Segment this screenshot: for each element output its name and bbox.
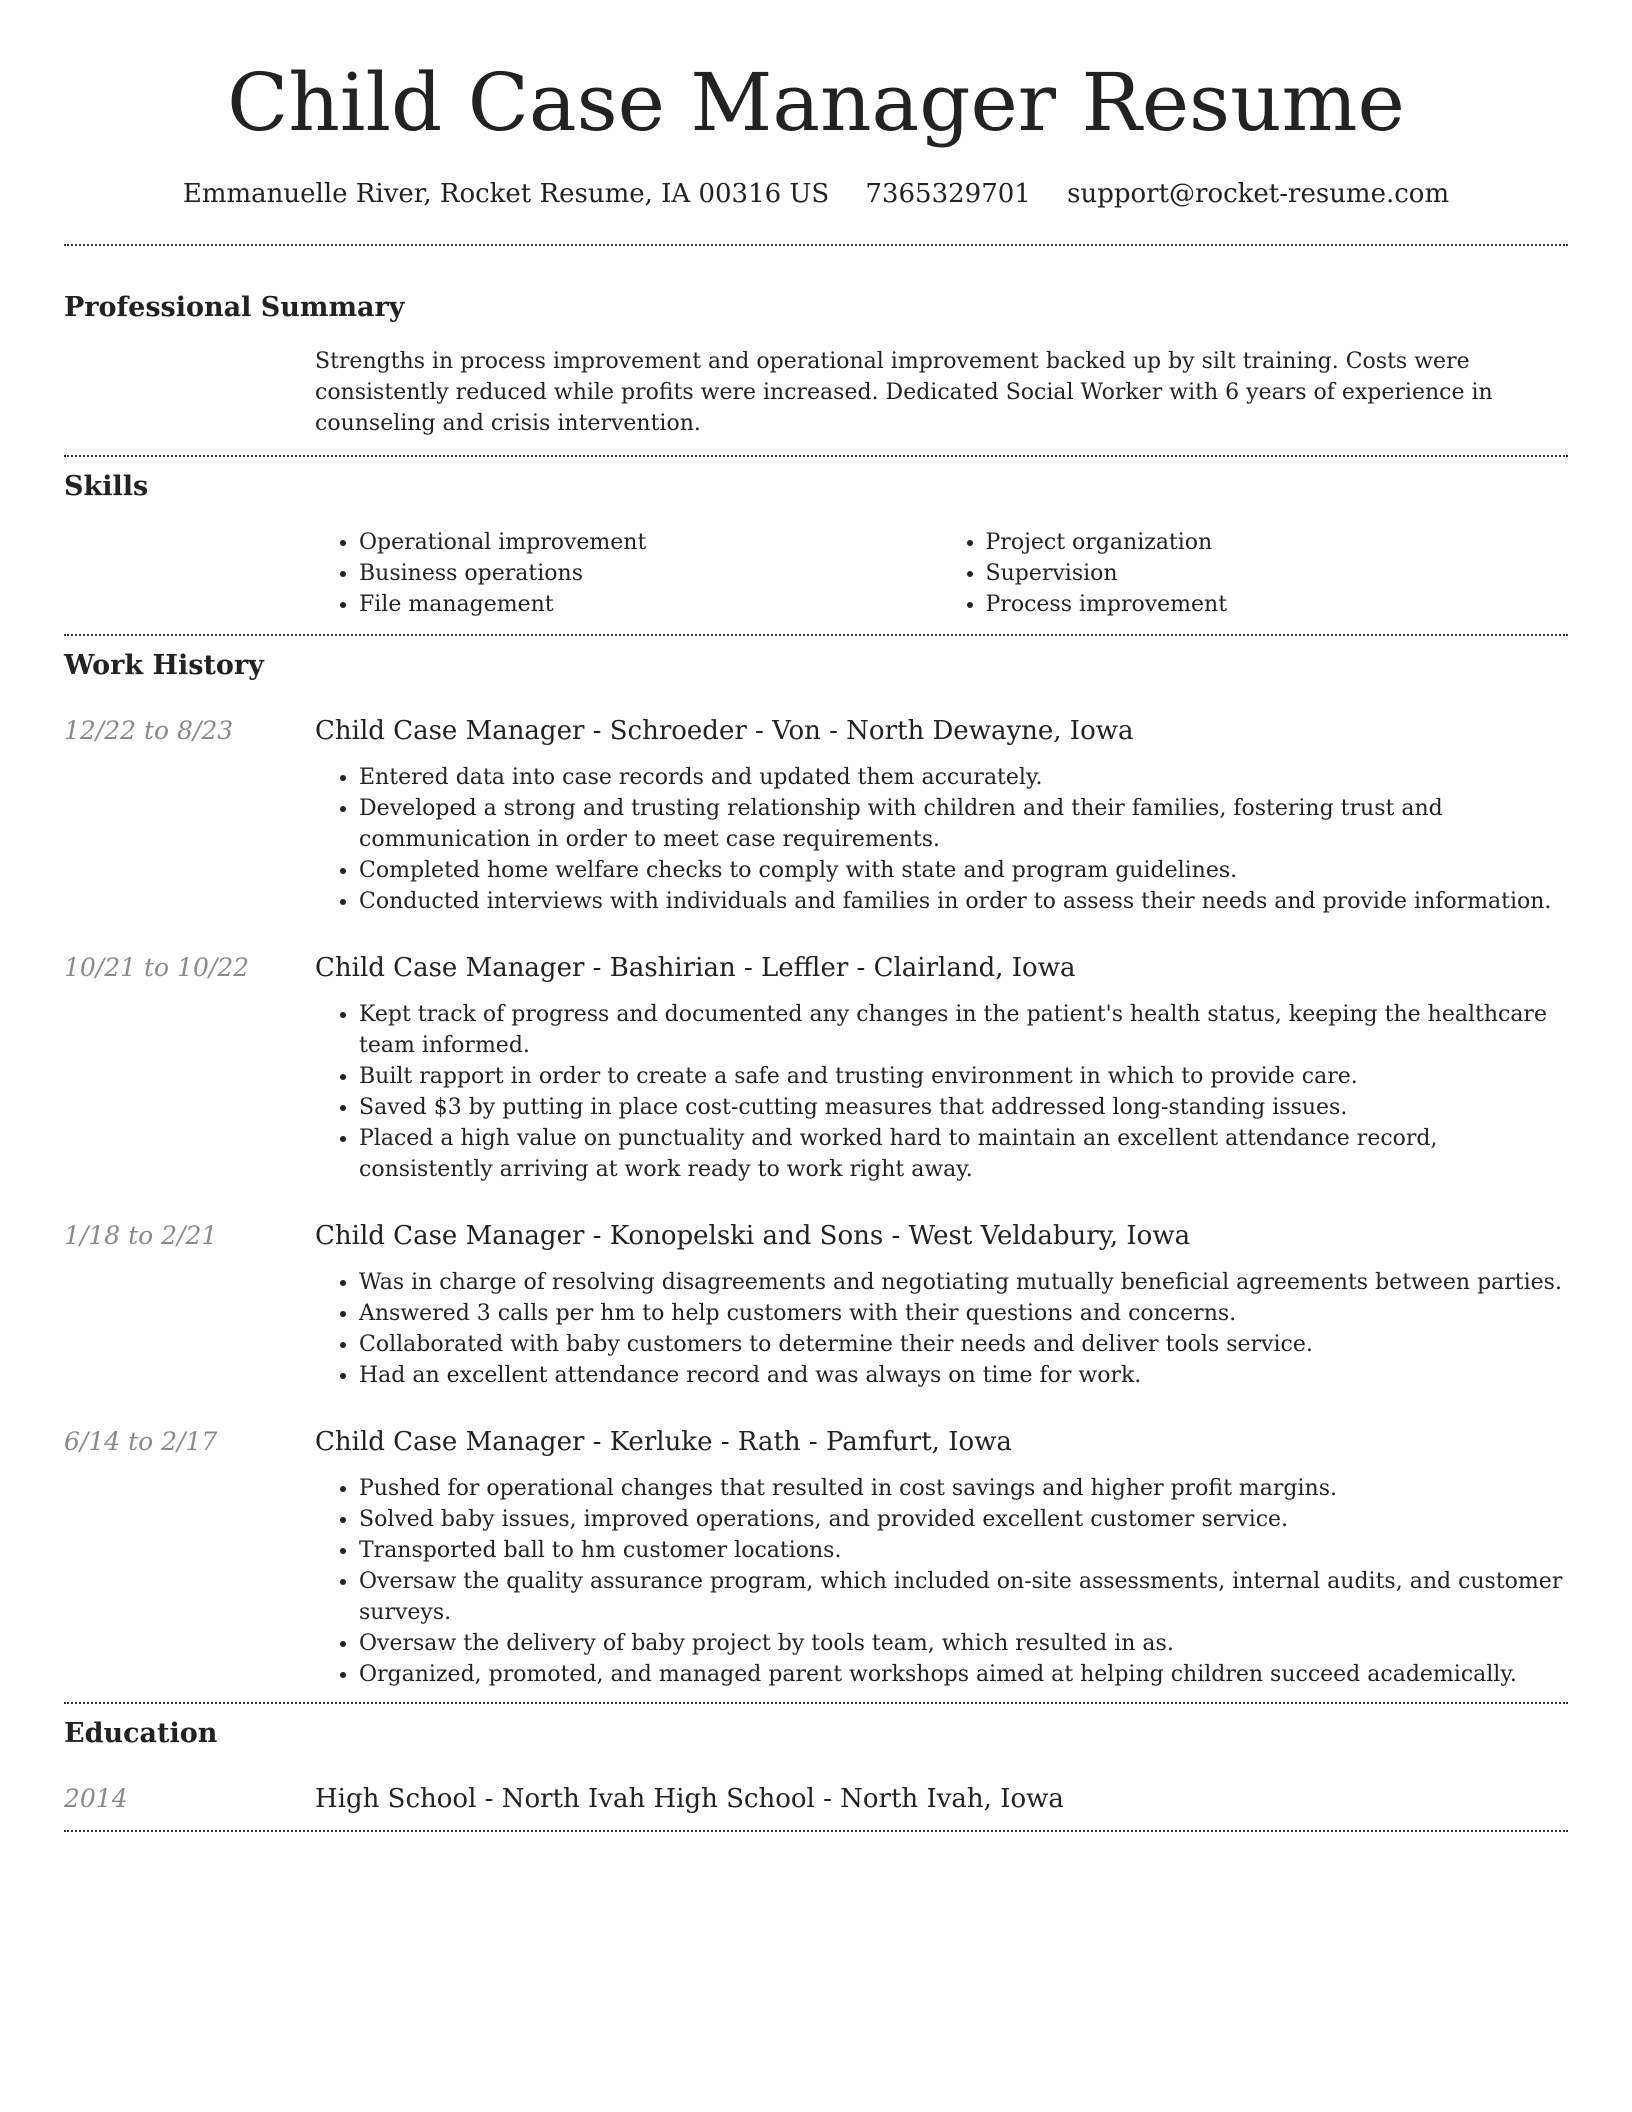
summary-section [64, 246, 1568, 455]
contact-line [64, 176, 1568, 212]
education-entry [64, 1782, 1568, 1816]
job-entry [64, 951, 1568, 1185]
education-date: 2014 [64, 1784, 128, 1813]
contact-phone: 7365329701 [865, 179, 1031, 209]
job-bullet: • Was in charge of resolving disagreements and negotiating mutually beneficial agreements between parties. [359, 1267, 1568, 1298]
job-date: 1/18 to 2/21 [64, 1221, 218, 1250]
job-bullet: • Answered 3 calls per hm to help customers with their questions and concerns. [359, 1298, 1568, 1329]
job-date: 6/14 to 2/17 [64, 1427, 218, 1456]
job-bullet: • Saved $3 by putting in place cost-cutting measures that addressed long-standing issues. [359, 1092, 1568, 1123]
job-bullets [315, 1473, 1568, 1690]
job-bullet: • Oversaw the delivery of baby project by tools team, which resulted in as. [359, 1628, 1568, 1659]
contact-email: support@rocket-resume.com [1067, 179, 1450, 209]
job-bullets [315, 999, 1568, 1185]
resume-title: Child Case Manager Resume [227, 56, 1405, 149]
job-title: Child Case Manager - Konopelski and Sons - West Veldabury, Iowa [315, 1221, 1191, 1251]
job-bullet: • Pushed for operational changes that resulted in cost savings and higher profit margins. [359, 1473, 1568, 1504]
education-section [64, 1704, 1568, 1830]
skills-grid [315, 527, 1568, 620]
section-divider [64, 1830, 1568, 1832]
job-bullets [315, 762, 1568, 917]
job-bullet: • Kept track of progress and documented any changes in the patient's health status, keeping the healthcare team informed. [359, 999, 1568, 1061]
job-bullet: • Organized, promoted, and managed parent workshops aimed at helping children succeed academically. [359, 1659, 1568, 1690]
work-history-section [64, 636, 1568, 1702]
skills-column-left [315, 527, 942, 620]
skill-item: • Project organization [986, 527, 1569, 558]
job-bullet: • Transported ball to hm customer locations. [359, 1535, 1568, 1566]
skill-item: • File management [359, 589, 942, 620]
job-body [315, 951, 1568, 1185]
job-title: Child Case Manager - Bashirian - Leffler - Clairland, Iowa [315, 953, 1076, 983]
job-bullet: • Solved baby issues, improved operations, and provided excellent customer service. [359, 1504, 1568, 1535]
job-entry [64, 714, 1568, 917]
job-bullet: • Oversaw the quality assurance program, which included on-site assessments, internal audits, and customer surveys. [359, 1566, 1568, 1628]
education-heading: Education [64, 1718, 218, 1749]
job-date: 12/22 to 8/23 [64, 716, 234, 745]
job-bullet: • Conducted interviews with individuals and families in order to assess their needs and provide information. [359, 886, 1568, 917]
work-history-heading: Work History [64, 650, 264, 681]
education-title: High School - North Ivah High School - North Ivah, Iowa [315, 1784, 1064, 1814]
summary-heading: Professional Summary [64, 292, 405, 323]
skill-item: • Process improvement [986, 589, 1569, 620]
job-bullet: • Entered data into case records and updated them accurately. [359, 762, 1568, 793]
job-body [315, 1425, 1568, 1690]
skill-item: • Business operations [359, 558, 942, 589]
contact-address: Emmanuelle River, Rocket Resume, IA 00316 US [182, 179, 830, 209]
job-title: Child Case Manager - Schroeder - Von - North Dewayne, Iowa [315, 716, 1134, 746]
skill-item: • Supervision [986, 558, 1569, 589]
job-bullet: • Completed home welfare checks to comply with state and program guidelines. [359, 855, 1568, 886]
job-title: Child Case Manager - Kerluke - Rath - Pamfurt, Iowa [315, 1427, 1012, 1457]
job-entry [64, 1425, 1568, 1690]
skills-section [64, 457, 1568, 634]
skills-heading: Skills [64, 471, 149, 502]
job-bullet: • Placed a high value on punctuality and worked hard to maintain an excellent attendance record, consistently arriving at work ready to work right away. [359, 1123, 1568, 1185]
job-bullet: • Built rapport in order to create a safe and trusting environment in which to provide care. [359, 1061, 1568, 1092]
job-body [315, 714, 1568, 917]
job-bullets [315, 1267, 1568, 1391]
job-bullet: • Collaborated with baby customers to determine their needs and deliver tools service. [359, 1329, 1568, 1360]
job-date: 10/21 to 10/22 [64, 953, 250, 982]
job-bullet: • Developed a strong and trusting relationship with children and their families, fostering trust and communication in order to meet case requirements. [359, 793, 1568, 855]
skill-item: • Operational improvement [359, 527, 942, 558]
summary-text: Strengths in process improvement and operational improvement backed up by silt training. Costs were consistently reduced while profits were increased. Dedicated Social Worker with 6 years of experience in counseling and crisis intervention. [315, 349, 1493, 436]
job-body [315, 1219, 1568, 1391]
job-entry [64, 1219, 1568, 1391]
job-bullet: • Had an excellent attendance record and was always on time for work. [359, 1360, 1568, 1391]
skills-column-right [942, 527, 1569, 620]
